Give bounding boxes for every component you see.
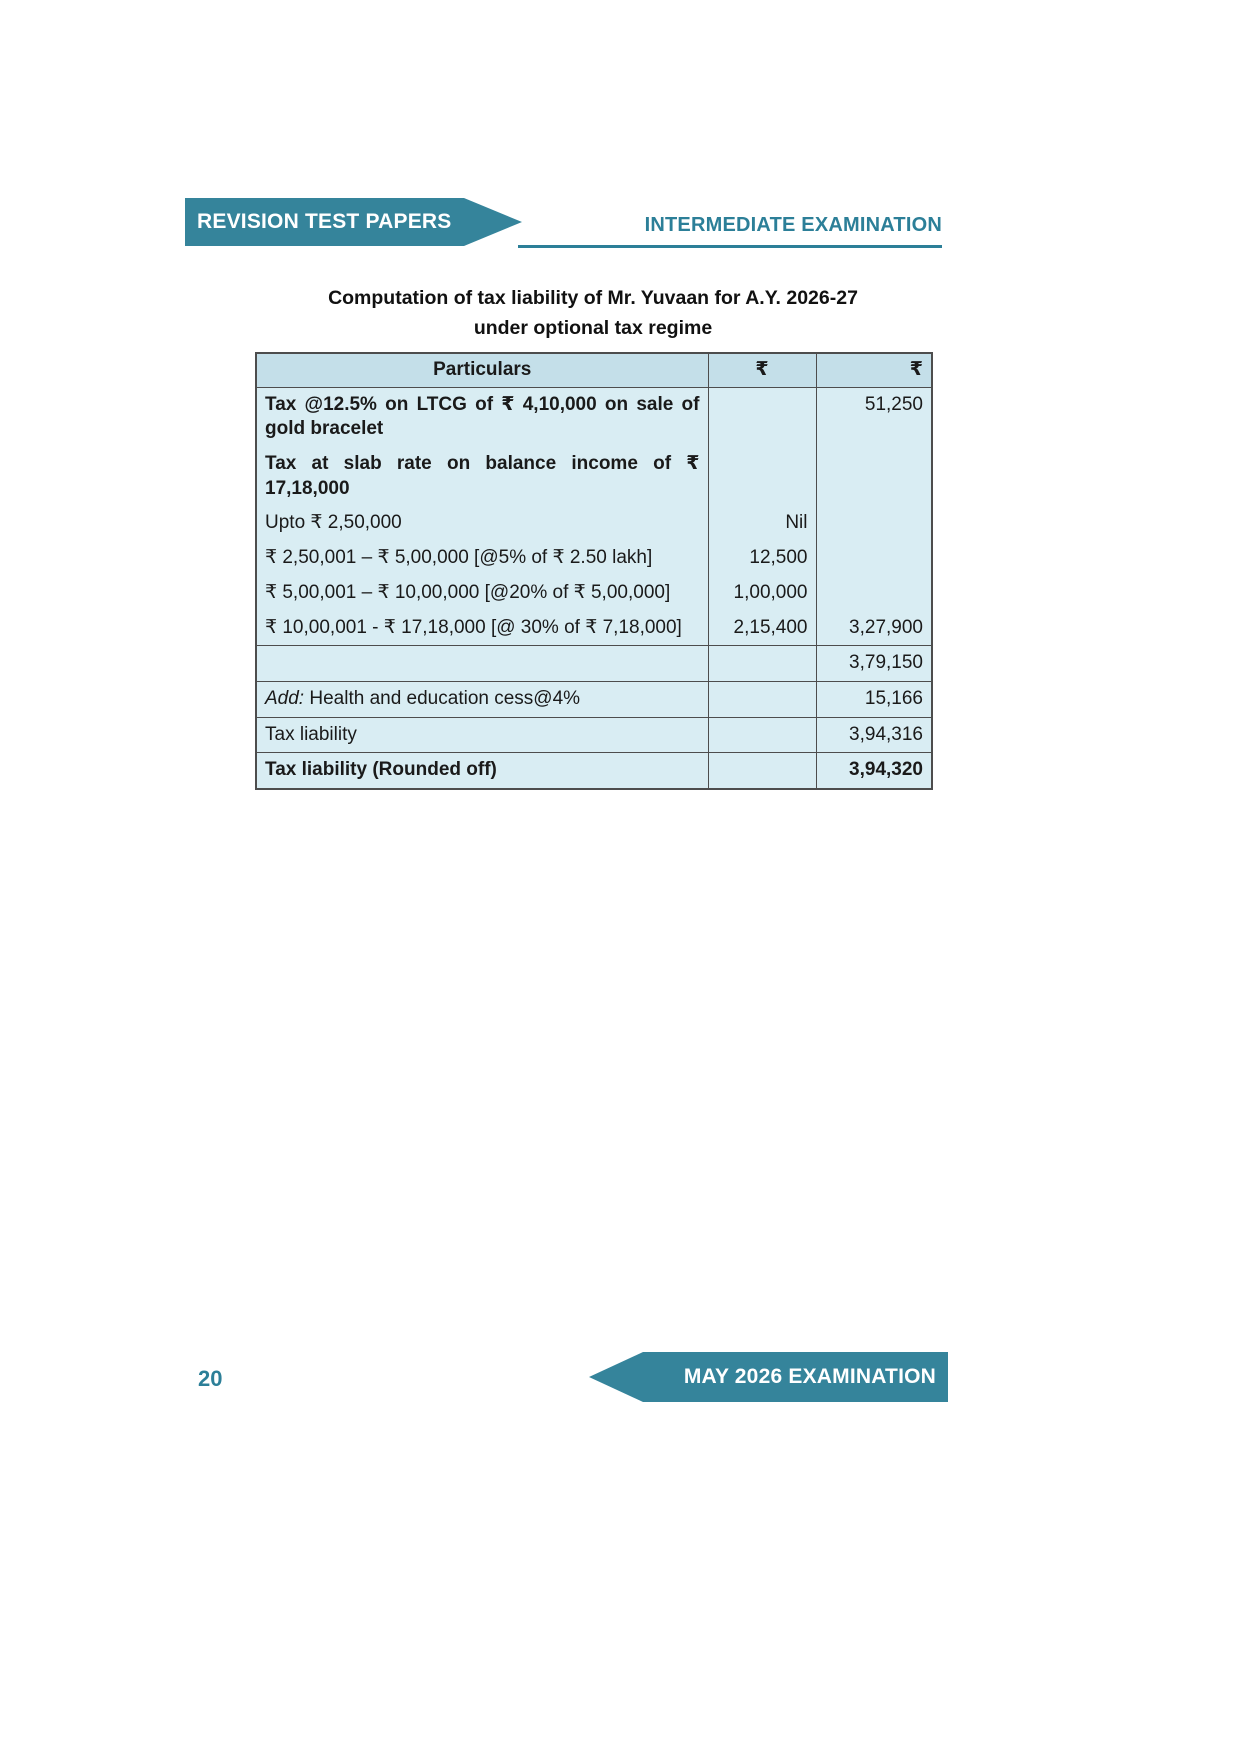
table-row (256, 753, 932, 789)
amount-col2-cell: 3,94,316 (816, 717, 932, 753)
particulars-cell: Tax liability (256, 717, 708, 753)
may-examination-banner (589, 1352, 948, 1402)
arrow-right-icon (464, 198, 522, 246)
intermediate-examination-label: INTERMEDIATE EXAMINATION (644, 214, 942, 236)
table-row (256, 541, 932, 576)
tax-table-body (256, 387, 932, 789)
table-row (256, 576, 932, 611)
particulars-cell: ₹ 5,00,001 – ₹ 10,00,000 [@20% of ₹ 5,00,000] (256, 576, 708, 611)
amount-col1-cell: 12,500 (708, 541, 816, 576)
header-rupee-col1: ₹ (708, 353, 816, 387)
particulars-cell: Add: Health and education cess@4% (256, 681, 708, 717)
particulars-cell (256, 646, 708, 682)
header-rupee-col2: ₹ (816, 353, 932, 387)
amount-col1-cell (708, 646, 816, 682)
amount-col2-cell: 51,250 (816, 387, 932, 447)
amount-col2-cell (816, 541, 932, 576)
amount-col2-cell: 3,27,900 (816, 611, 932, 646)
particulars-cell: Upto ₹ 2,50,000 (256, 506, 708, 541)
amount-col1-cell (708, 717, 816, 753)
page-number: 20 (198, 1366, 223, 1391)
table-row (256, 681, 932, 717)
table-row (256, 611, 932, 646)
amount-col2-cell: 15,166 (816, 681, 932, 717)
revision-test-papers-banner (185, 198, 522, 246)
amount-col1-cell: 1,00,000 (708, 576, 816, 611)
title-line-2: under optional tax regime (473, 317, 713, 340)
table-row (256, 387, 932, 447)
arrow-left-icon (589, 1352, 643, 1402)
amount-col2-cell (816, 576, 932, 611)
amount-col1-cell: Nil (708, 506, 816, 541)
intermediate-examination-heading (518, 214, 942, 248)
table-header-row (256, 353, 932, 387)
title-line-1: Computation of tax liability of Mr. Yuvaan for A.Y. 2026-27 (328, 287, 858, 309)
particulars-cell: ₹ 10,00,001 - ₹ 17,18,000 [@ 30% of ₹ 7,18,000] (256, 611, 708, 646)
tax-computation-table (255, 352, 933, 790)
revision-test-papers-label: REVISION TEST PAPERS (185, 198, 464, 246)
amount-col1-cell (708, 681, 816, 717)
header-particulars: Particulars (256, 353, 708, 387)
table-row (256, 646, 932, 682)
amount-col1-cell (708, 447, 816, 506)
particulars-cell: ₹ 2,50,001 – ₹ 5,00,000 [@5% of ₹ 2.50 lakh] (256, 541, 708, 576)
amount-col1-cell (708, 753, 816, 789)
table-title (255, 283, 931, 343)
amount-col2-cell: 3,94,320 (816, 753, 932, 789)
amount-col2-cell: 3,79,150 (816, 646, 932, 682)
table-row (256, 506, 932, 541)
particulars-cell: Tax @12.5% on LTCG of ₹ 4,10,000 on sale of gold bracelet (256, 387, 708, 447)
particulars-cell: Tax liability (Rounded off) (256, 753, 708, 789)
amount-col1-cell: 2,15,400 (708, 611, 816, 646)
table-row (256, 717, 932, 753)
amount-col2-cell (816, 506, 932, 541)
amount-col2-cell (816, 447, 932, 506)
table-row (256, 447, 932, 506)
may-examination-label: MAY 2026 EXAMINATION (643, 1352, 948, 1402)
particulars-cell: Tax at slab rate on balance income of ₹ 17,18,000 (256, 447, 708, 506)
amount-col1-cell (708, 387, 816, 447)
